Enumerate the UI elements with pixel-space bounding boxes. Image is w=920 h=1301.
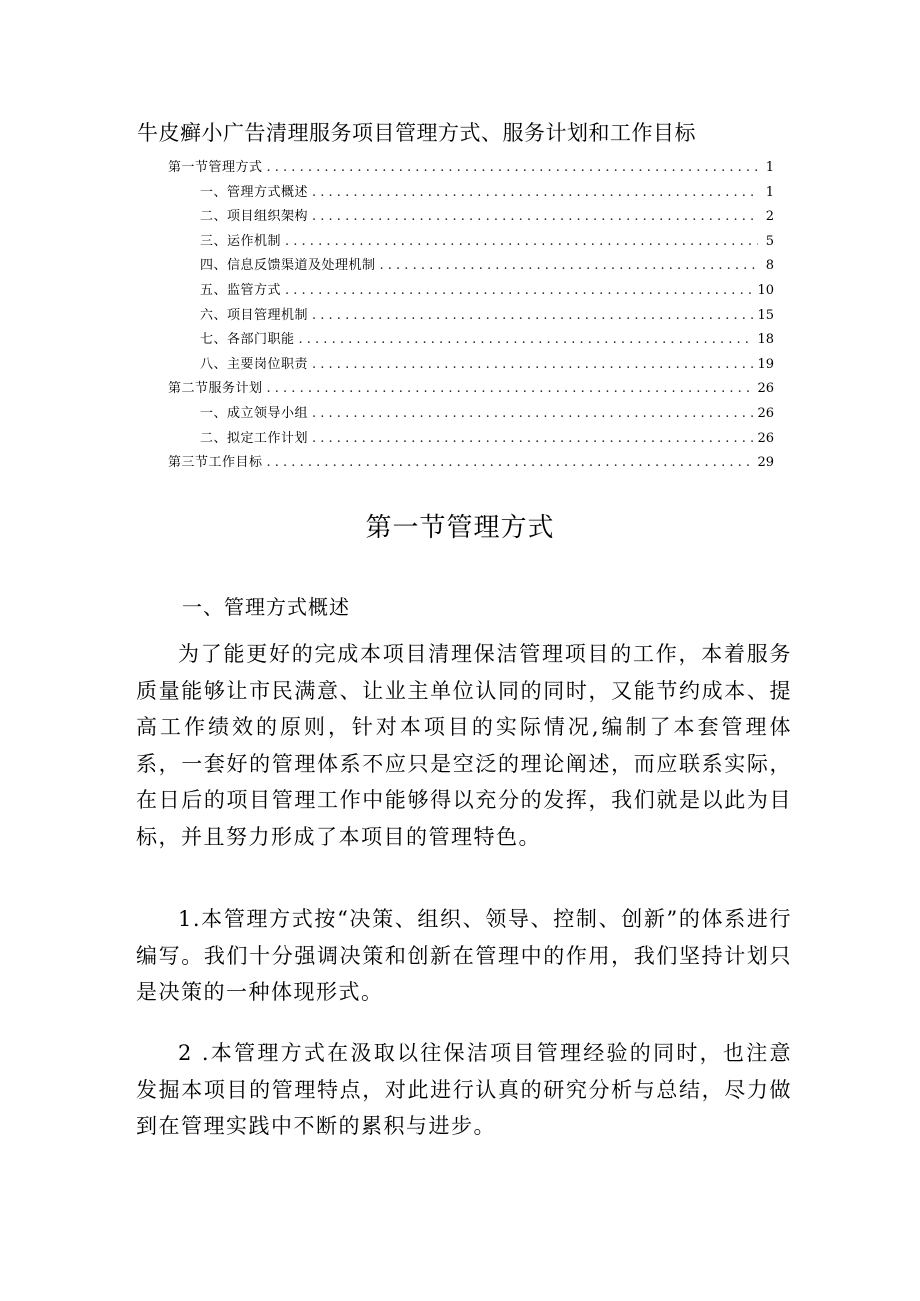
toc-entry-label: 第三节工作目标 [168,455,263,471]
toc-page-number: 10 [757,282,774,298]
toc-entry-label: 八、主要岗位职责 [200,356,309,372]
toc-page-number: 26 [757,381,774,397]
toc-dot-leader [312,357,753,372]
toc-entry-label: 一、管理方式概述 [200,184,309,200]
toc-entry[interactable] [168,205,774,230]
toc-entry-label: 第一节管理方式 [168,160,263,175]
toc-page-number: 26 [757,430,774,446]
toc-entry[interactable] [168,279,774,304]
toc-dot-leader [267,381,754,396]
body-paragraph: 为了能更好的完成本项目清理保洁管理项目的工作，本着服务质量能够让市民满意、让业主单位认同的同时，又能节约成本、提高工作绩效的原则，针对本项目的实际情况,编制了本套管理体系，一套好的管理体系不应只是空泛的理论阐述，而应联系实际，在日后的项目管理工作中能够得以充分的发挥，我们就是以此为目标，并且努力形成了本项目的管理特色。 [136,642,792,849]
toc-entry-label: 二、拟定工作计划 [200,430,309,446]
toc-page-number: 29 [757,455,774,471]
toc-entry[interactable] [168,402,774,427]
body-paragraph: 2 .本管理方式在汲取以往保洁项目管理经验的同时，也注意发掘本项目的管理特点，对此进行认真的研究分析与总结，尽力做到在管理实践中不断的累积与进步。 [136,1041,792,1138]
toc-entry-label: 六、项目管理机制 [200,307,309,323]
toc-dot-leader [285,283,753,298]
table-of-contents [168,156,774,476]
toc-dot-leader [267,455,754,470]
toc-entry[interactable] [168,254,774,279]
toc-entry-label: 四、信息反馈渠道及处理机制 [200,258,376,274]
toc-entry[interactable] [168,451,774,476]
toc-entry-label: 二、项目组织架构 [200,209,309,225]
toc-page-number: 26 [757,405,774,421]
toc-entry-label: 第二节服务计划 [168,381,263,397]
toc-entry-label: 一、成立领导小组 [200,405,309,421]
toc-dot-leader [380,258,758,273]
toc-page-number: 19 [757,356,774,372]
toc-dot-leader [299,332,754,347]
toc-entry[interactable] [168,156,774,181]
toc-entry[interactable] [168,427,774,452]
toc-entry[interactable] [168,304,774,329]
toc-page-number: 1 [765,160,774,175]
document-title: 牛皮癣小广告清理服务项目管理方式、服务计划和工作目标 [137,121,696,145]
toc-page-number: 18 [757,332,774,348]
toc-page-number: 15 [757,307,774,323]
toc-page-number: 8 [765,258,774,274]
toc-dot-leader [312,185,758,200]
toc-entry[interactable] [168,181,774,206]
toc-dot-leader [312,209,758,224]
toc-page-number: 1 [765,184,774,200]
toc-page-number: 5 [765,233,774,249]
toc-dot-leader [312,431,753,446]
toc-page-number: 2 [765,209,774,225]
toc-entry[interactable] [168,377,774,402]
toc-dot-leader [285,234,758,249]
body-paragraph: 1.本管理方式按“决策、组织、领导、控制、创新”的体系进行编写。我们十分强调决策和创新在管理中的作用，我们坚持计划只是决策的一种体现形式。 [136,907,792,1004]
toc-entry[interactable] [168,353,774,378]
toc-dot-leader [267,160,758,175]
toc-entry[interactable] [168,230,774,255]
toc-entry-label: 五、监管方式 [200,282,282,298]
toc-entry[interactable] [168,328,774,353]
toc-dot-leader [312,406,753,421]
toc-entry-label: 三、运作机制 [200,233,282,249]
subsection-heading: 一、管理方式概述 [182,595,350,619]
toc-dot-leader [312,308,753,323]
toc-entry-label: 七、各部门职能 [200,332,295,348]
section-heading: 第一节管理方式 [365,513,555,543]
